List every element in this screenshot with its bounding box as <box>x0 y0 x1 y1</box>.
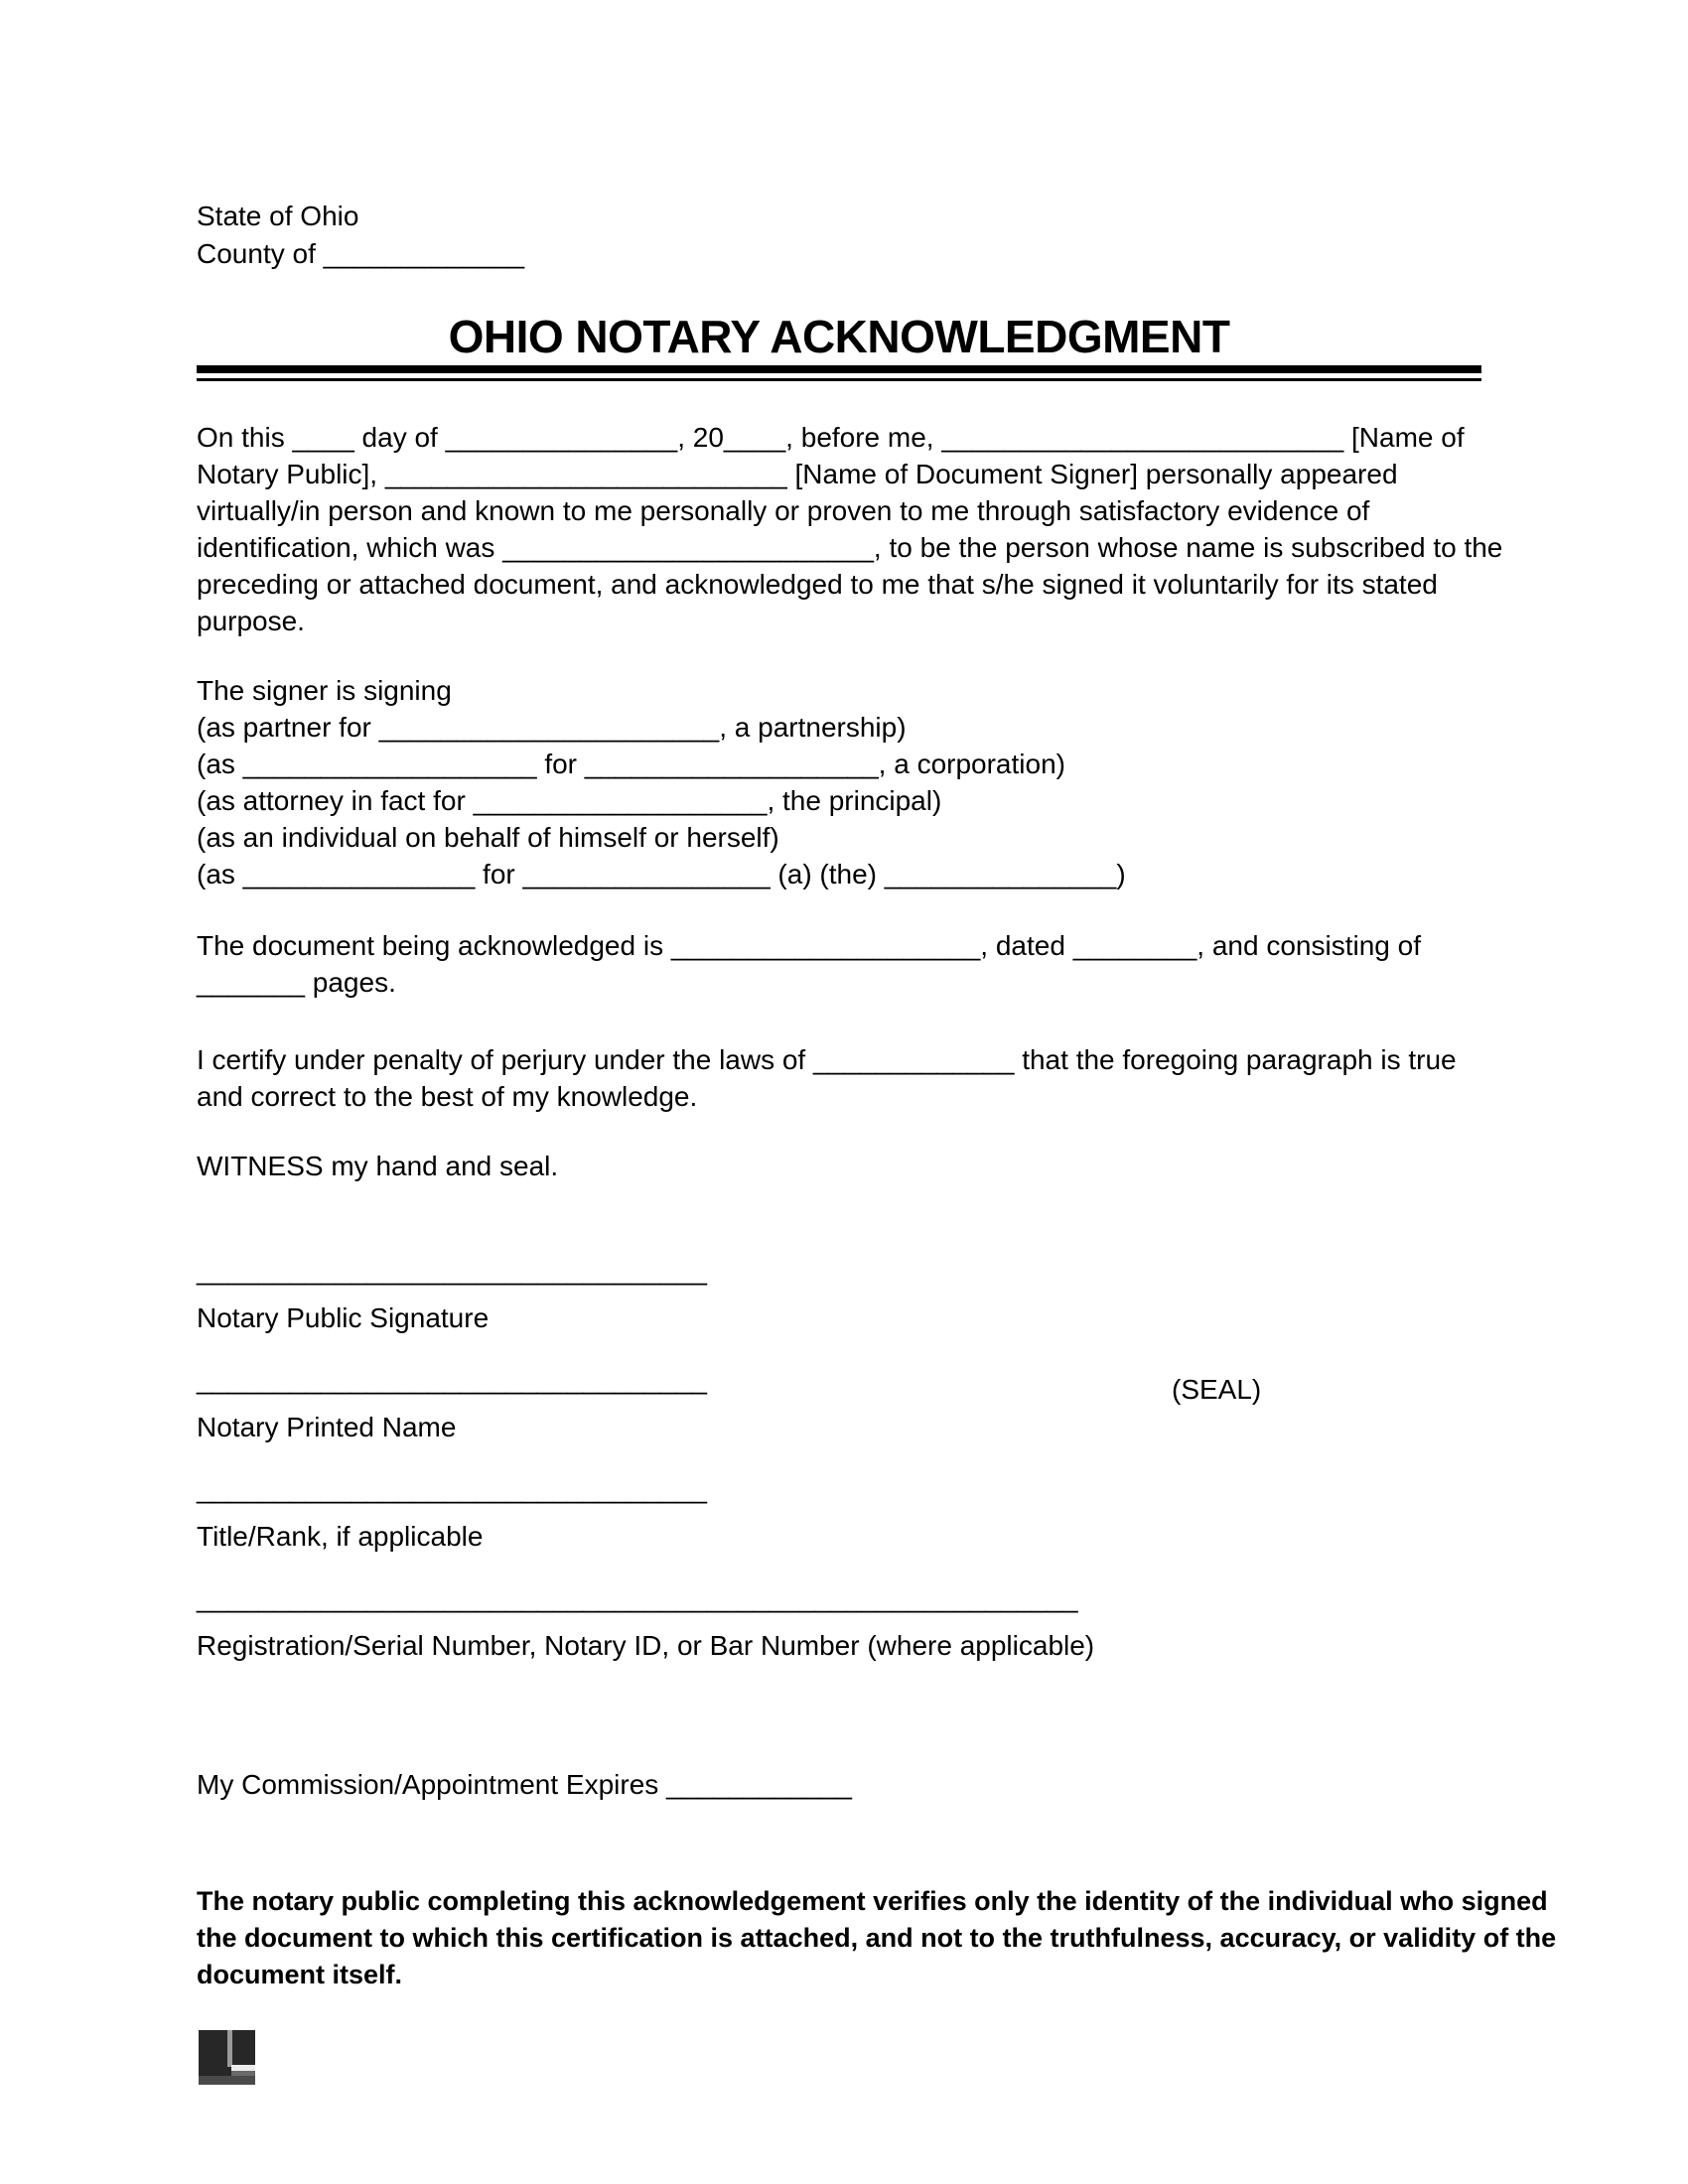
signer-section-heading: The signer is signing <box>197 675 452 706</box>
commission-expires-line: My Commission/Appointment Expires ____________ <box>197 1769 852 1800</box>
title-rank-label: Title/Rank, if applicable <box>197 1521 484 1552</box>
signer-option-attorney-in-fact: (as attorney in fact for ___________________, the principal) <box>197 785 942 816</box>
page-title: OHIO NOTARY ACKNOWLEDGMENT <box>448 311 1230 362</box>
title-rule-thick <box>197 365 1481 373</box>
title-rank-blank: _________________________________ <box>197 1473 707 1504</box>
intro-line: preceding or attached document, and acknowledged to me that s/he signed it voluntarily for its stated <box>197 569 1438 600</box>
acknowledged-clause-line: _______ pages. <box>197 967 396 998</box>
certification-clause-line: and correct to the best of my knowledge. <box>197 1081 698 1112</box>
county-line: County of _____________ <box>197 238 525 269</box>
intro-line: On this ____ day of _______________, 20____, before me, __________________________ [Name of <box>197 422 1465 453</box>
intro-line: purpose. <box>197 606 305 636</box>
notary-printed-name-label: Notary Printed Name <box>197 1412 457 1442</box>
notary-signature-blank: _________________________________ <box>197 1255 707 1286</box>
notary-printed-name-blank: _________________________________ <box>197 1364 707 1395</box>
logo-bottom-band <box>199 2076 255 2085</box>
signer-option-other: (as _______________ for ________________ (a) (the) _______________) <box>197 859 1126 889</box>
intro-line: Notary Public], __________________________ [Name of Document Signer] personally appeared <box>197 459 1398 489</box>
intro-line: virtually/in person and known to me personally or proven to me through satisfactory evidence of <box>197 495 1370 526</box>
acknowledged-clause-line: The document being acknowledged is ____________________, dated ________, and consisting of <box>197 930 1421 961</box>
logo-l-vertical-bar <box>227 2030 232 2067</box>
title-rule-thin <box>197 378 1481 381</box>
intro-line: identification, which was ________________________, to be the person whose name is subscribed to the <box>197 532 1503 563</box>
legal-templates-logo <box>199 2030 255 2085</box>
registration-number-label: Registration/Serial Number, Notary ID, or Bar Number (where applicable) <box>197 1630 1095 1661</box>
disclaimer-line: the document to which this certification is attached, and not to the truthfulness, accuracy, or validity of the <box>197 1923 1557 1953</box>
notary-signature-label: Notary Public Signature <box>197 1302 490 1333</box>
signer-option-individual: (as an individual on behalf of himself or herself) <box>197 822 779 853</box>
witness-line: WITNESS my hand and seal. <box>197 1151 559 1181</box>
disclaimer-line: The notary public completing this acknowledgement verifies only the identity of the individual who signed <box>197 1886 1548 1916</box>
signer-option-corporation: (as ___________________ for ___________________, a corporation) <box>197 749 1065 779</box>
registration-number-blank: _________________________________________________________ <box>197 1582 1078 1613</box>
state-line: State of Ohio <box>197 201 359 231</box>
disclaimer-line: document itself. <box>197 1960 403 1989</box>
seal-placeholder: (SEAL) <box>1172 1374 1262 1405</box>
signer-option-partnership: (as partner for ______________________, a partnership) <box>197 712 907 743</box>
certification-clause-line: I certify under penalty of perjury under the laws of _____________ that the foregoing paragraph is true <box>197 1044 1457 1075</box>
